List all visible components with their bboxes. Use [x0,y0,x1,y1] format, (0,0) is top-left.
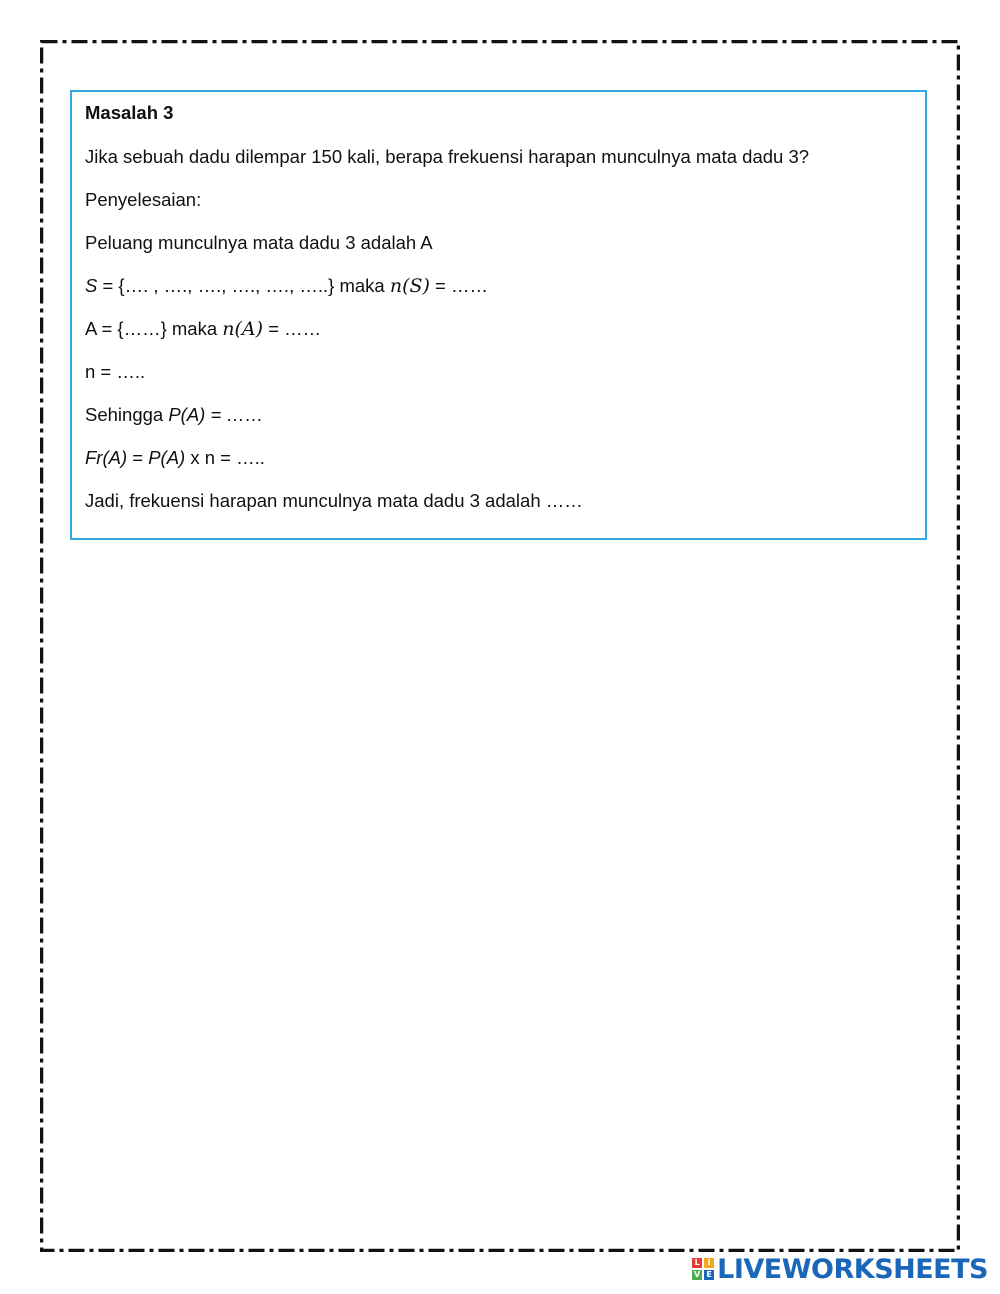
event-definition: Peluang munculnya mata dadu 3 adalah A [85,232,433,253]
logo-tile-e: E [704,1270,714,1280]
sample-space-set: = {…. , …., …., …., …., …..} maka [97,275,390,296]
event-set-line [85,318,913,340]
fr-probability: P(A) [148,447,186,468]
fr-eq: = [127,447,149,468]
conclusion-line: Jadi, frekuensi harapan munculnya mata dadu 3 adalah …… [85,490,583,511]
event-count: n(A) [222,318,264,340]
problem-box [70,90,927,540]
logo-tile-i: I [704,1258,714,1268]
fr-rest: x n = ….. [185,447,265,468]
probability-line [85,404,913,426]
event-set: A = {……} maka [85,318,223,339]
solution-label: Penyelesaian: [85,189,202,210]
logo-tile-v: V [694,1270,701,1279]
sample-space-count: n(S) [389,275,430,297]
probability-expr: P(A) = …… [168,404,264,425]
brand-name: LIVEWORKSHEETS [717,1253,988,1285]
probability-prefix: Sehingga [85,404,169,425]
sample-space-var: S [85,275,98,296]
sample-space-count-value: = …… [429,275,488,296]
problem-question: Jika sebuah dadu dilempar 150 kali, berapa frekuensi harapan munculnya mata dadu 3? [85,146,810,167]
expected-frequency-line [85,447,913,469]
trials-line: n = ….. [85,361,146,382]
brand-logo-icon [692,1258,714,1280]
sample-space-line [85,275,913,297]
problem-title: Masalah 3 [85,102,174,123]
fr-lhs: Fr(A) [85,447,128,468]
event-count-value: = …… [263,318,322,339]
logo-tile-l: L [692,1258,702,1268]
liveworksheets-brand [692,1254,988,1284]
